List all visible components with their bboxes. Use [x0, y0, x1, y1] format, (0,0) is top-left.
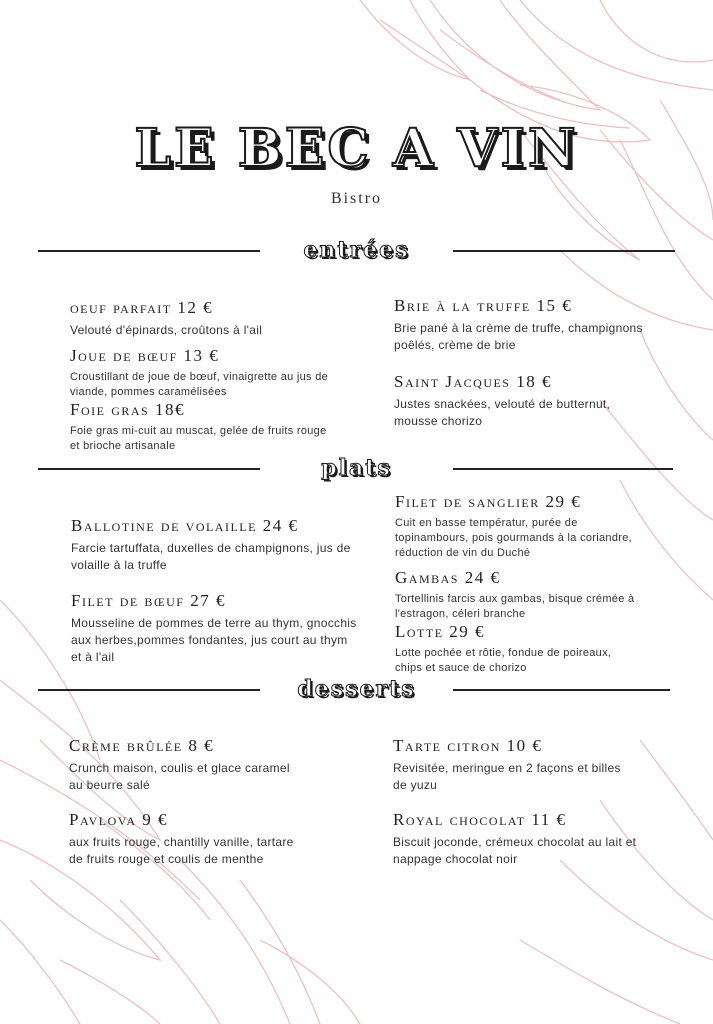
dish-name: Royal chocolat 11 €: [393, 810, 567, 829]
restaurant-title: LE BEC A VIN: [134, 118, 579, 179]
dish-description: Biscuit joconde, crémeux chocolat au lait et nappage chocolat noir: [393, 835, 637, 866]
section-title-entrees: entrées: [303, 237, 410, 263]
divider-left: [38, 468, 260, 470]
menu-item: [394, 296, 654, 354]
menu-item: [70, 346, 350, 400]
menu-item: [395, 492, 635, 561]
divider-left: [38, 689, 260, 691]
dish-description: Cuit en basse températur, purée de topinambours, pois gourmands à la coriandre, réduction de vin du Duché: [395, 517, 632, 559]
dish-description: Lotte pochée et rôtie, fondue de poireaux, chips et sauce de chorizo: [395, 647, 612, 674]
menu-item: [395, 568, 635, 622]
menu-item: [69, 810, 309, 868]
divider-left: [38, 250, 260, 252]
dish-name: Filet de bœuf 27 €: [71, 591, 226, 610]
divider-right: [453, 250, 675, 252]
menu-item: [393, 736, 633, 794]
dish-name: Saint Jacques 18 €: [394, 372, 552, 391]
dish-description: Tortellinis farcis aux gambas, bisque crémée à l'estragon, céleri branche: [395, 593, 635, 620]
dish-description: Foie gras mi-cuit au muscat, gelée de fruits rouge et brioche artisanale: [70, 425, 327, 452]
restaurant-subtitle: Bistro: [330, 190, 383, 207]
dish-description: Revisitée, meringue en 2 façons et billes de yuzu: [393, 761, 621, 792]
dish-name: Tarte citron 10 €: [393, 736, 543, 755]
dish-name: Foie gras 18€: [70, 400, 185, 419]
dish-name: Crème brûlée 8 €: [69, 736, 215, 755]
menu-item: [69, 736, 299, 794]
section-title-plats: plats: [321, 455, 392, 481]
dish-description: aux fruits rouge, chantilly vanille, tartare de fruits rouge et coulis de menthe: [69, 835, 294, 866]
menu-item: [71, 591, 361, 666]
dish-description: Crunch maison, coulis et glace caramel au beurre salé: [69, 761, 290, 792]
dish-description: Brie pané à la crème de truffe, champignons poêlés, crème de brie: [394, 321, 643, 352]
menu-item: [394, 372, 614, 430]
dish-name: Ballotine de volaille 24 €: [71, 516, 299, 535]
menu-item: [70, 400, 330, 454]
section-title-desserts: desserts: [297, 676, 416, 702]
dish-description: Farcie tartuffata, duxelles de champignons, jus de volaille à la truffe: [71, 541, 351, 572]
dish-description: Mousseline de pommes de terre au thym, gnocchis aux herbes,pommes fondantes, jus court au thym et à l'ail: [71, 616, 357, 664]
dish-name: Filet de sanglier 29 €: [395, 492, 582, 511]
dish-description: Croustillant de joue de bœuf, vinaigrette au jus de viande, pommes caramélisées: [70, 371, 329, 398]
dish-description: Justes snackées, velouté de butternut, mousse chorizo: [394, 397, 611, 428]
divider-right: [453, 689, 670, 691]
dish-name: Pavlova 9 €: [69, 810, 169, 829]
divider-right: [453, 468, 673, 470]
dish-name: Joue de bœuf 13 €: [70, 346, 220, 365]
menu-item: [71, 516, 361, 574]
dish-name: Lotte 29 €: [395, 622, 486, 641]
menu-item: [395, 622, 635, 676]
menu-item: [70, 298, 350, 339]
dish-description: Velouté d'épinards, croûtons à l'ail: [70, 323, 263, 337]
dish-name: oeuf parfait 12 €: [70, 298, 214, 317]
dish-name: Gambas 24 €: [395, 568, 501, 587]
menu-item: [393, 810, 653, 868]
dish-name: Brie à la truffe 15 €: [394, 296, 573, 315]
